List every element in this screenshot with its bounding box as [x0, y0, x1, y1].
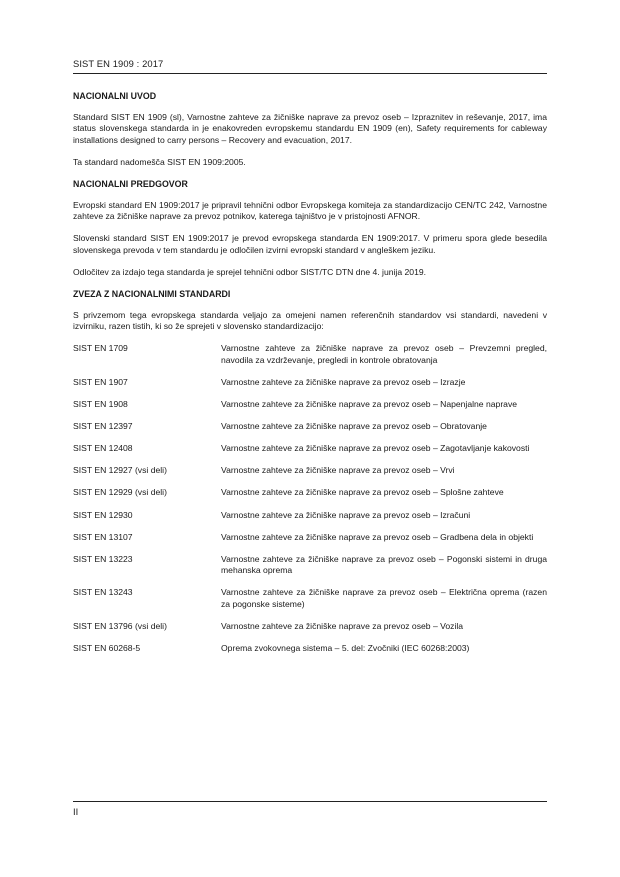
section-zveza-z-nacionalnimi-standardi	[73, 289, 547, 655]
header-rule	[73, 73, 547, 74]
standard-row	[73, 421, 547, 433]
standard-code: SIST EN 12930	[73, 509, 133, 520]
standard-code: SIST EN 60268-5	[73, 643, 141, 654]
standard-code: SIST EN 12929 (vsi deli)	[73, 487, 167, 498]
standard-title: Varnostne zahteve za žičniške naprave za prevoz oseb – Napenjalne naprave	[221, 399, 518, 410]
paragraph: Odločitev za izdajo tega standarda je sprejel tehnični odbor SIST/TC DTN dne 4. junija 2019.	[73, 266, 427, 277]
standard-code: SIST EN 12408	[73, 443, 133, 454]
standard-code: SIST EN 13796 (vsi deli)	[73, 621, 167, 632]
standard-row	[73, 532, 547, 544]
document-body	[73, 91, 547, 665]
paragraph: Evropski standard EN 1909:2017 je pripravil tehnični odbor Evropskega komiteja za standardizacijo CEN/TC 242, Varnostne zahteve za žičniške naprave za prevoz potnikov, katerega tajništvo je v pristojnosti AFNOR.	[73, 199, 547, 222]
standard-title: Varnostne zahteve za žičniške naprave za prevoz oseb – Pogonski sistemi in druga mehanska oprema	[221, 553, 547, 576]
standard-row	[73, 554, 547, 577]
standard-title: Varnostne zahteve za žičniške naprave za prevoz oseb – Vozila	[221, 621, 464, 632]
section-nacionalni-uvod	[73, 91, 547, 168]
page-header: SIST EN 1909 : 2017	[73, 58, 164, 69]
footer-rule	[73, 801, 547, 802]
standard-row	[73, 343, 547, 366]
standard-title: Varnostne zahteve za žičniške naprave za prevoz oseb – Obratovanje	[221, 421, 487, 432]
standard-code: SIST EN 12397	[73, 421, 133, 432]
standard-row	[73, 465, 547, 477]
paragraph: Standard SIST EN 1909 (sl), Varnostne zahteve za žičniške naprave za prevoz oseb – Izpraznitev in reševanje, 2017, ima status slovenskega standarda in je enakovreden evropskemu standardu EN 1909 (en), Safety requirements for cableway installations designed to carry persons – Recovery and evacuation, 2017.	[73, 111, 547, 145]
standard-title: Varnostne zahteve za žičniške naprave za prevoz oseb – Splošne zahteve	[221, 487, 504, 498]
standard-title: Varnostne zahteve za žičniške naprave za prevoz oseb – Električna oprema (razen za pogonske sisteme)	[221, 587, 547, 610]
standard-row	[73, 399, 547, 411]
section-heading: NACIONALNI UVOD	[73, 91, 157, 101]
page-number: II	[73, 806, 79, 817]
standard-row	[73, 510, 547, 522]
standard-code: SIST EN 13243	[73, 587, 133, 598]
standard-code: SIST EN 1908	[73, 399, 128, 410]
standard-row	[73, 587, 547, 610]
standard-code: SIST EN 1709	[73, 343, 128, 354]
standard-row	[73, 621, 547, 633]
standard-title: Varnostne zahteve za žičniške naprave za prevoz oseb – Zagotavljanje kakovosti	[221, 443, 530, 454]
standard-title: Varnostne zahteve za žičniške naprave za prevoz oseb – Vrvi	[221, 465, 455, 476]
standard-title: Oprema zvokovnega sistema – 5. del: Zvočniki (IEC 60268:2003)	[221, 643, 470, 654]
section-heading: NACIONALNI PREDGOVOR	[73, 178, 188, 189]
paragraph: S privzemom tega evropskega standarda veljajo za omejeni namen referenčnih standardov vsi standardi, navedeni v izvirniku, razen tistih, ki so že sprejeti v slovensko standardizacijo:	[73, 309, 547, 332]
section-nacionalni-predgovor	[73, 179, 547, 279]
standard-title: Varnostne zahteve za žičniške naprave za prevoz oseb – Prevzemni pregled, navodila za vzdrževanje, pregledi in kontrole obratovanja	[221, 343, 547, 365]
standard-code: SIST EN 12927 (vsi deli)	[73, 465, 167, 476]
standard-row	[73, 377, 547, 389]
standards-list	[73, 343, 547, 655]
standard-title: Varnostne zahteve za žičniške naprave za prevoz oseb – Izračuni	[221, 509, 471, 520]
paragraph: Ta standard nadomešča SIST EN 1909:2005.	[73, 156, 246, 167]
standard-row	[73, 443, 547, 455]
section-heading: ZVEZA Z NACIONALNIMI STANDARDI	[73, 289, 231, 300]
standard-row	[73, 643, 547, 655]
standard-code: SIST EN 13223	[73, 553, 133, 564]
paragraph: Slovenski standard SIST EN 1909:2017 je prevod evropskega standarda EN 1909:2017. V primeru spora glede besedila slovenskega prevoda v tem standardu je odločilen izvirni evropski standard v angleškem jeziku.	[73, 233, 547, 255]
standard-row	[73, 487, 547, 499]
standard-code: SIST EN 1907	[73, 377, 128, 387]
standard-title: Varnostne zahteve za žičniške naprave za prevoz oseb – Izrazje	[221, 377, 466, 387]
standard-code: SIST EN 13107	[73, 531, 133, 542]
standard-title: Varnostne zahteve za žičniške naprave za prevoz oseb – Gradbena dela in objekti	[221, 531, 534, 542]
